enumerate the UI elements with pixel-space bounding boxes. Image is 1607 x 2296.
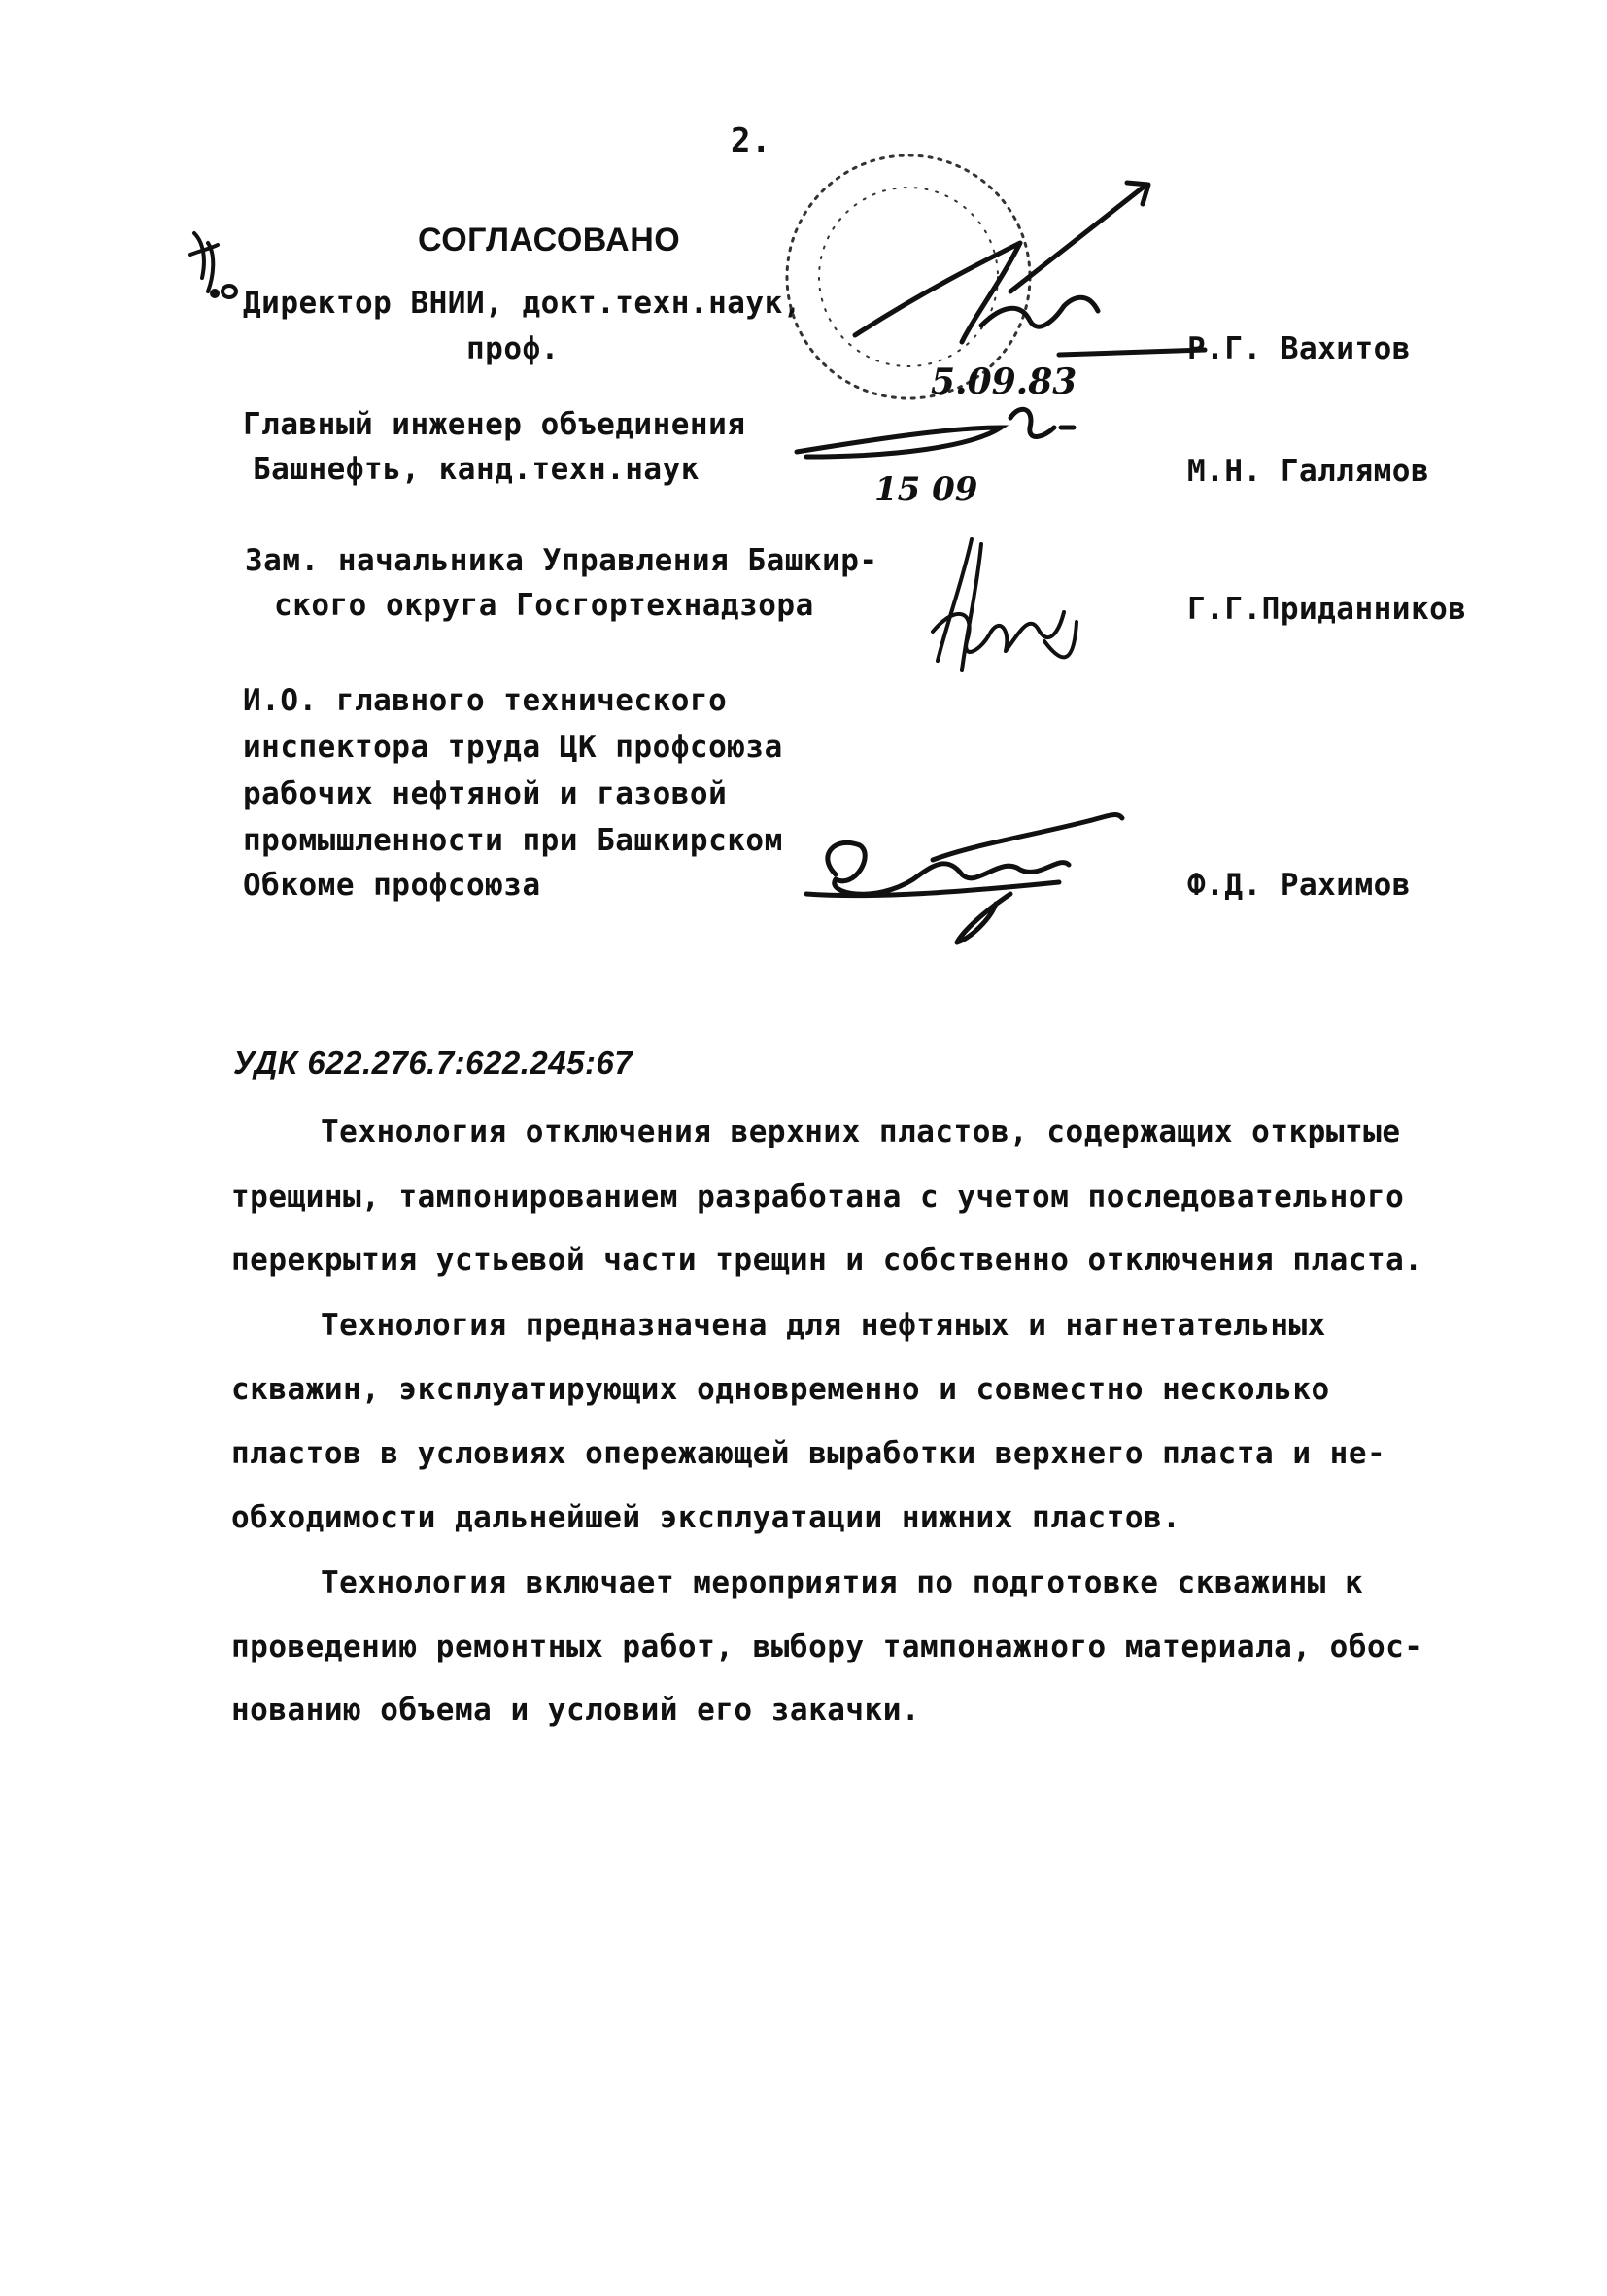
signature-vakhitov	[855, 183, 1205, 355]
signature-galliamov-date	[874, 470, 977, 509]
signatory-3-name: Г.Г.Приданников	[1187, 592, 1467, 627]
paragraph-1-line-3: перекрытия устьевой части трещин и собственно отключения пласта.	[231, 1243, 1423, 1278]
signatory-4-position-line-3: рабочих нефтяной и газовой	[243, 776, 728, 811]
signatory-4-position-line-5: Обкоме профсоюза	[243, 868, 541, 903]
signatory-2-position-line-2: Башнефть, канд.техн.наук	[253, 452, 700, 487]
handwritten-io-mark	[190, 233, 236, 297]
signatory-3-position-line-1: Зам. начальника Управления Башкир-	[245, 543, 878, 578]
page-number: 2.	[731, 121, 771, 160]
paragraph-2-line-2: скважин, эксплуатирующих одновременно и совместно несколько	[231, 1372, 1330, 1407]
signatory-2-name: М.Н. Галлямов	[1187, 454, 1430, 489]
signatory-3-position-line-2: ского округа Госгортехнадзора	[274, 588, 814, 623]
signatory-4-position-line-1: И.О. главного технического	[243, 683, 728, 718]
paragraph-2-line-4: обходимости дальнейшей эксплуатации нижних пластов.	[231, 1500, 1181, 1535]
paragraph-1-line-1: Технология отключения верхних пластов, содержащих открытые	[321, 1114, 1401, 1149]
paragraph-3-line-2: проведению ремонтных работ, выбору тампонажного материала, обос-	[231, 1629, 1423, 1664]
approval-heading: СОГЛАСОВАНО	[418, 222, 681, 258]
paragraph-2-line-3: пластов в условиях опережающей выработки верхнего пласта и не-	[231, 1436, 1386, 1471]
svg-text:5.09.83: 5.09.83	[931, 361, 1077, 402]
signatory-1-name: Р.Г. Вахитов	[1187, 331, 1411, 366]
paragraph-2-line-1: Технология предназначена для нефтяных и нагнетательных	[321, 1308, 1326, 1343]
signatory-4-position-line-2: инспектора труда ЦК профсоюза	[243, 730, 783, 765]
signatory-4-position-line-4: промышленности при Башкирском	[243, 823, 783, 858]
svg-text:15 09: 15 09	[874, 470, 978, 509]
paragraph-3-line-1: Технология включает мероприятия по подготовке скважины к	[321, 1565, 1364, 1600]
signature-vakhitov-date	[931, 361, 1077, 402]
signature-pridannikov	[933, 539, 1077, 670]
paragraph-3-line-3: нованию объема и условий его закачки.	[231, 1693, 921, 1728]
paragraph-1-line-2: трещины, тампонированием разработана с учетом последовательного	[231, 1180, 1405, 1215]
signature-rakhimov	[806, 815, 1122, 942]
signatory-1-position-line-1: Директор ВНИИ, докт.техн.наук,	[243, 286, 802, 321]
signatory-1-position-line-2: проф.	[466, 331, 560, 366]
official-stamp	[787, 155, 1030, 398]
signature-galliamov	[797, 409, 1074, 457]
signatory-4-name: Ф.Д. Рахимов	[1187, 868, 1411, 903]
udk-code: УДК 622.276.7:622.245:67	[233, 1045, 633, 1080]
signatory-2-position-line-1: Главный инженер объединения	[243, 407, 746, 442]
